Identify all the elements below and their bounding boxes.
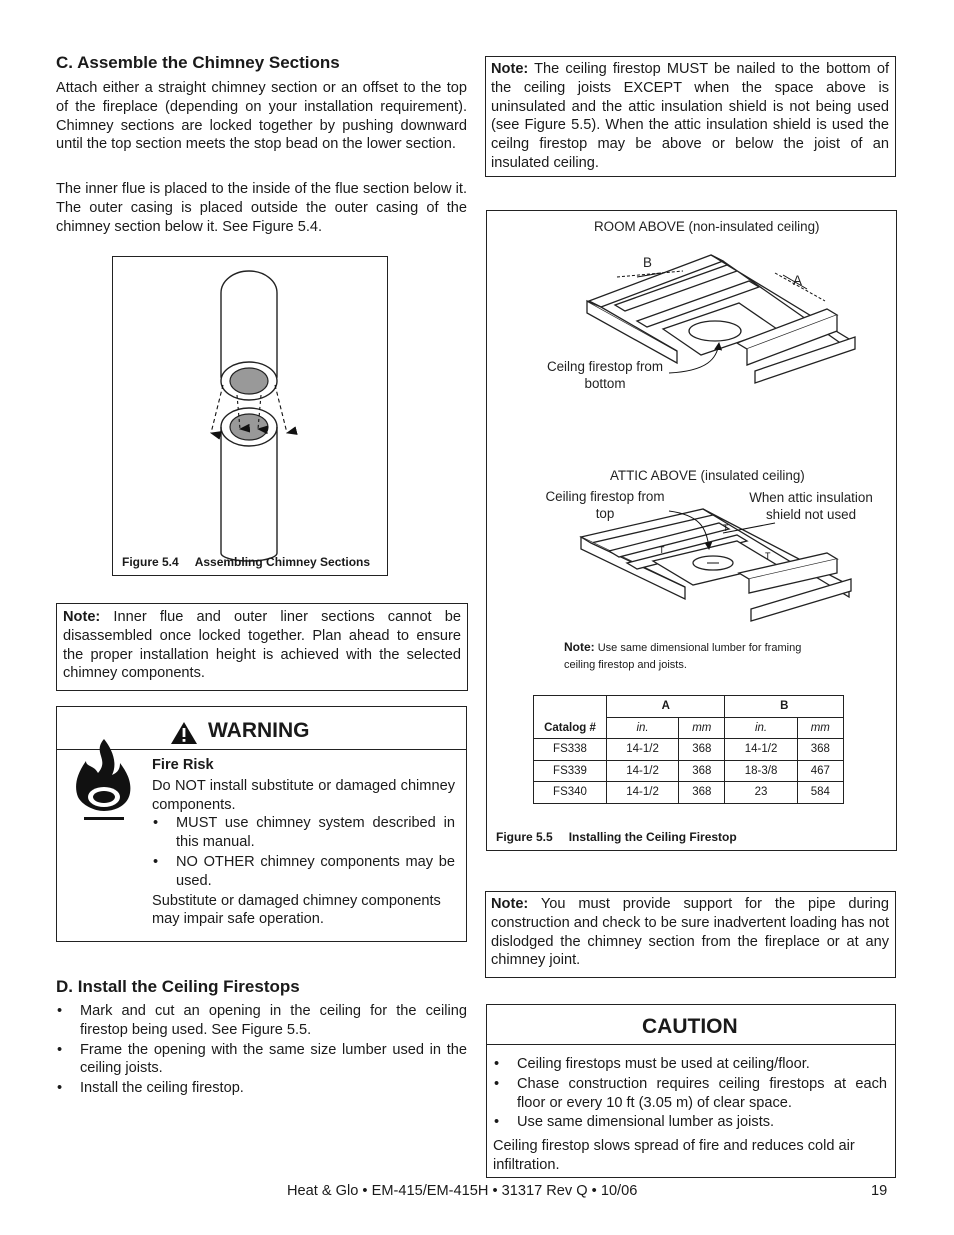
svg-text:T: T bbox=[723, 523, 729, 533]
table-cell: FS338 bbox=[534, 739, 607, 761]
dimension-b-label: B bbox=[643, 255, 652, 270]
table-row bbox=[534, 782, 844, 804]
warning-subtitle: Fire Risk bbox=[152, 757, 214, 773]
section-c-paragraph-2: The inner flue is placed to the inside of the flue section below it. The outer casing is placed outside the outer casing of the chimney section below it. See Figure 5.4. bbox=[56, 181, 467, 235]
section-d-bullet: • Install the ceiling firestop. bbox=[56, 1079, 467, 1098]
warning-title: WARNING bbox=[208, 719, 310, 742]
warning-bullet: • MUST use chimney system described in this manual. bbox=[152, 814, 455, 852]
table-cell: 368 bbox=[679, 760, 725, 782]
note-firestop-nailing bbox=[485, 56, 896, 177]
attic-above-label: ATTIC ABOVE (insulated ceiling) bbox=[610, 468, 805, 483]
note-firestop-nailing-text: Note: The ceiling firestop MUST be nailed to the bottom of the ceiling joists EXCEPT when the space above is uninsulated and the attic insulation shield is not being used (see Figure 5.5). When the attic insulation shield is used the ceilng firestop may be above or below the joist of an insulated ceiling. bbox=[491, 61, 889, 171]
caution-bullet: • Ceiling firestops must be used at ceiling/floor. bbox=[493, 1055, 887, 1074]
table-cell: 18-3/8 bbox=[725, 760, 797, 782]
figure-5-4 bbox=[112, 256, 388, 576]
note-pipe-support bbox=[485, 891, 896, 978]
figure-5-5 bbox=[486, 210, 897, 851]
table-cell: 14-1/2 bbox=[607, 739, 679, 761]
figure-5-4-title: Assembling Chimney Sections bbox=[194, 555, 371, 569]
caution-bullet-list bbox=[493, 1055, 887, 1133]
note-label: Note: bbox=[491, 896, 529, 912]
figure-5-4-number: Figure 5.4 bbox=[122, 555, 179, 569]
unit-in-header: in. bbox=[607, 717, 679, 739]
table-cell: 14-1/2 bbox=[725, 739, 797, 761]
figure-5-4-caption bbox=[122, 555, 370, 569]
note-inner-flue bbox=[56, 603, 468, 691]
firestop-bottom-label: Ceilng firestop from bottom bbox=[546, 359, 664, 391]
firestop-top-label: Ceiling firestop from top bbox=[545, 489, 665, 521]
warning-box bbox=[56, 706, 467, 942]
group-a-header: A bbox=[607, 696, 725, 718]
warning-triangle-icon bbox=[170, 721, 198, 745]
table-cell: 14-1/2 bbox=[607, 782, 679, 804]
page-number: 19 bbox=[871, 1183, 888, 1199]
figure-5-5-note: Note: Use same dimensional lumber for framing ceiling firestop and joists. bbox=[564, 640, 802, 671]
warning-bullet-list bbox=[152, 814, 455, 890]
table-cell: 584 bbox=[797, 782, 843, 804]
table-cell: 368 bbox=[797, 739, 843, 761]
page-footer bbox=[0, 1183, 954, 1203]
note-label: Note: bbox=[63, 609, 101, 625]
table-cell: 368 bbox=[679, 739, 725, 761]
table-row bbox=[534, 739, 844, 761]
warning-content bbox=[152, 756, 455, 929]
unit-mm-header: mm bbox=[679, 717, 725, 739]
note-label: Note: bbox=[491, 61, 529, 77]
unit-mm-header: mm bbox=[797, 717, 843, 739]
note-inner-flue-text: Note: Inner flue and outer liner sections cannot be disassembled once locked together. Plan ahead to ensure the proper installation height is achieved with the selected chimney components. bbox=[63, 609, 461, 682]
section-d-bullet-list bbox=[56, 1002, 467, 1099]
unit-in-header: in. bbox=[725, 717, 797, 739]
table-row bbox=[534, 760, 844, 782]
dimension-a-label: A bbox=[793, 273, 802, 288]
firestop-from-top-diagram bbox=[487, 501, 896, 641]
section-c-paragraph-1: Attach either a straight chimney section or an offset to the top of the fireplace (depending on your installation requirement). Chimney sections are locked together by pushing downward until the top section meets the stop bead on the lower section. bbox=[56, 80, 467, 153]
caution-bullet: • Use same dimensional lumber as joists. bbox=[493, 1113, 887, 1132]
caution-bullet: • Chase construction requires ceiling firestops at each floor or every 10 ft (3.05 m) of clear space. bbox=[493, 1075, 887, 1113]
footer-text: Heat & Glo • EM-415/EM-415H • 31317 Rev Q • 10/06 bbox=[287, 1183, 638, 1199]
table-cell: 368 bbox=[679, 782, 725, 804]
room-above-label: ROOM ABOVE (non-insulated ceiling) bbox=[594, 219, 820, 234]
chimney-sections-illustration bbox=[113, 257, 387, 575]
figure-5-5-number: Figure 5.5 bbox=[496, 830, 553, 844]
table-cell: 23 bbox=[725, 782, 797, 804]
warning-closing: Substitute or damaged chimney components may impair safe operation. bbox=[152, 892, 441, 928]
svg-text:T: T bbox=[659, 545, 665, 555]
group-b-header: B bbox=[725, 696, 844, 718]
caution-closing: Ceiling firestop slows spread of fire and reduces cold air infiltration. bbox=[493, 1138, 855, 1173]
figure-5-5-title: Installing the Ceiling Firestop bbox=[568, 830, 737, 844]
table-header-row bbox=[534, 696, 844, 718]
catalog-column-header: Catalog # bbox=[534, 696, 607, 739]
table-cell: FS340 bbox=[534, 782, 607, 804]
warning-intro: Do NOT install substitute or damaged chimney components. bbox=[152, 777, 455, 813]
table-cell: FS339 bbox=[534, 760, 607, 782]
caution-box bbox=[486, 1004, 896, 1178]
attic-shield-label: When attic insulation shield not used bbox=[749, 490, 873, 522]
section-d-bullet: • Mark and cut an opening in the ceiling for the ceiling firestop being used. See Figure 5.5. bbox=[56, 1002, 467, 1040]
section-d-heading: D. Install the Ceiling Firestops bbox=[56, 977, 300, 996]
section-c-heading: C. Assemble the Chimney Sections bbox=[56, 53, 340, 72]
figure-note-label: Note: bbox=[564, 640, 595, 654]
table-cell: 14-1/2 bbox=[607, 760, 679, 782]
figure-5-5-caption bbox=[496, 830, 737, 844]
caution-title: CAUTION bbox=[642, 1015, 738, 1038]
note-pipe-support-text: Note: You must provide support for the pipe during construction and check to be sure inadvertent loading has not dislodged the chimney section from the fireplace or at any chimney joint. bbox=[491, 896, 889, 969]
warning-bullet: • NO OTHER chimney components may be used. bbox=[152, 853, 455, 891]
caution-header bbox=[487, 1005, 895, 1045]
firestop-catalog-table bbox=[533, 695, 844, 804]
svg-text:T: T bbox=[765, 551, 771, 561]
fire-hazard-icon bbox=[72, 733, 136, 823]
section-d-bullet: • Frame the opening with the same size lumber used in the ceiling joists. bbox=[56, 1041, 467, 1079]
table-cell: 467 bbox=[797, 760, 843, 782]
